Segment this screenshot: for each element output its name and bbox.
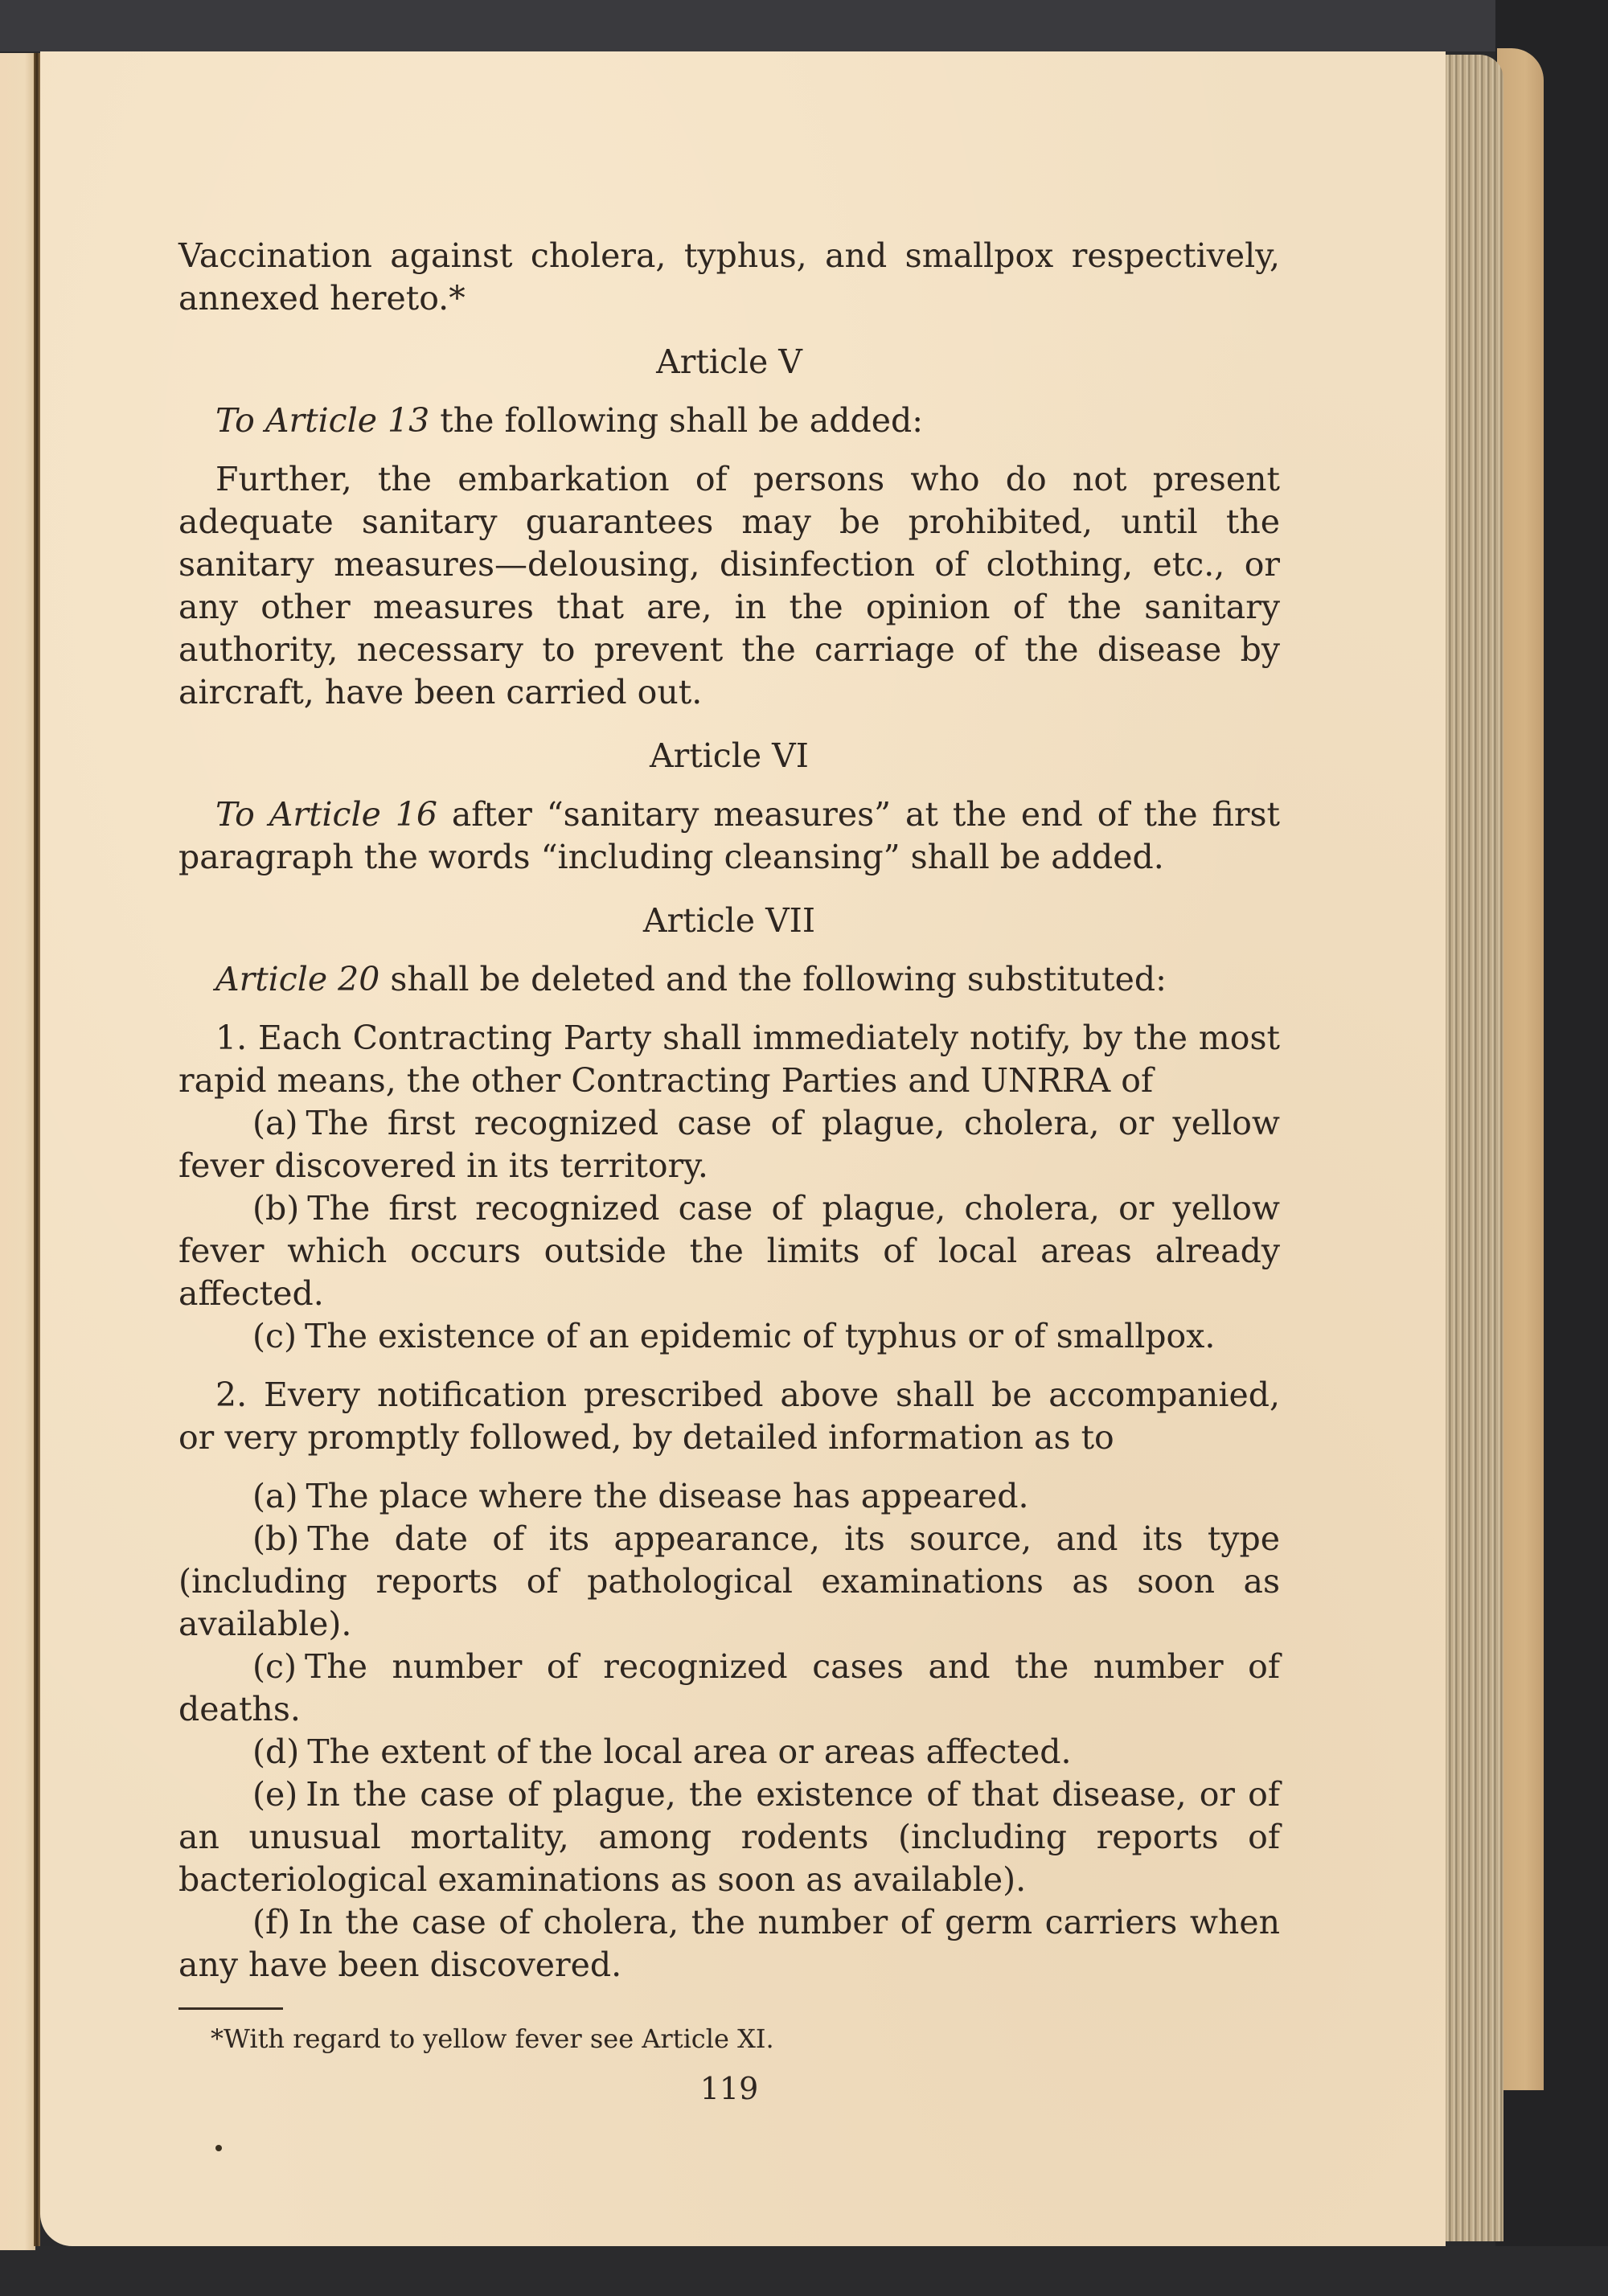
article-vii-ref: Article 20 <box>215 960 380 998</box>
facing-page-edge <box>0 53 35 2250</box>
book-page-edges <box>1439 55 1503 2241</box>
section-2-item: (d) The extent of the local area or areas affected. <box>252 1732 1072 1771</box>
scan-background-bottom <box>0 2246 1608 2296</box>
section-1-item: (c) The existence of an epidemic of typhus or of smallpox. <box>252 1317 1216 1355</box>
page-number: 119 <box>699 2071 759 2106</box>
article-v-ref: To Article 13 <box>215 401 430 440</box>
section-2-item: (b) The date of its appearance, its source, and its type (including reports of pathological examinations as soon as available). <box>178 1519 1280 1643</box>
article-vii-heading: Article VII <box>642 901 816 940</box>
section-2-item: (a) The place where the disease has appeared. <box>252 1477 1029 1515</box>
article-v-heading: Article V <box>656 342 802 381</box>
article-v-lead: To Article 13 the following shall be added: <box>215 401 924 440</box>
section-1-text: 1. Each Contracting Party shall immediately notify, by the most rapid means, the other Contracting Parties and UNRRA of <box>178 1019 1280 1100</box>
intro-paragraph: Vaccination against cholera, typhus, and smallpox respectively, annexed hereto.* <box>178 236 1280 318</box>
book-back-cover <box>1497 48 1544 2090</box>
article-vi-body: To Article 16 after “sanitary measures” at the end of the first paragraph the words “including cleansing” shall be added. <box>178 795 1280 876</box>
section-2-item: (e) In the case of plague, the existence of that disease, or of an unusual mortality, among rodents (including reports of bacteriological examinations as soon as available). <box>178 1775 1280 1899</box>
article-vii-lead: Article 20 shall be deleted and the following substituted: <box>215 960 1167 998</box>
article-v-body: Further, the embarkation of persons who do not present adequate sanitary guarantees may be prohibited, until the sanitary measures—delousing, disinfection of clothing, etc., or any other measures that are, in the opinion of the sanitary authority, necessary to prevent the carriage of the disease by aircraft, have been carried out. <box>178 460 1280 711</box>
section-2-text: 2. Every notification prescribed above shall be accompanied, or very promptly followed, by detailed information as to <box>178 1376 1280 1457</box>
paper-speck <box>215 2145 222 2151</box>
book-gutter <box>34 53 40 2246</box>
scan-background-top <box>0 0 1608 51</box>
section-1-item: (b) The first recognized case of plague, cholera, or yellow fever which occurs outside the limits of local areas already affected. <box>178 1189 1280 1313</box>
section-2-item: (c) The number of recognized cases and the number of deaths. <box>178 1647 1280 1728</box>
article-vi-ref: To Article 16 <box>215 795 437 834</box>
section-2-item: (f) In the case of cholera, the number of germ carriers when any have been discovered. <box>178 1903 1280 1984</box>
section-1-item: (a) The first recognized case of plague, cholera, or yellow fever discovered in its territory. <box>178 1104 1280 1185</box>
page-content <box>178 235 1280 2110</box>
footnote-rule <box>178 2007 283 2010</box>
article-vi-heading: Article VI <box>650 736 809 775</box>
footnote: *With regard to yellow fever see Article XI. <box>211 2023 774 2054</box>
